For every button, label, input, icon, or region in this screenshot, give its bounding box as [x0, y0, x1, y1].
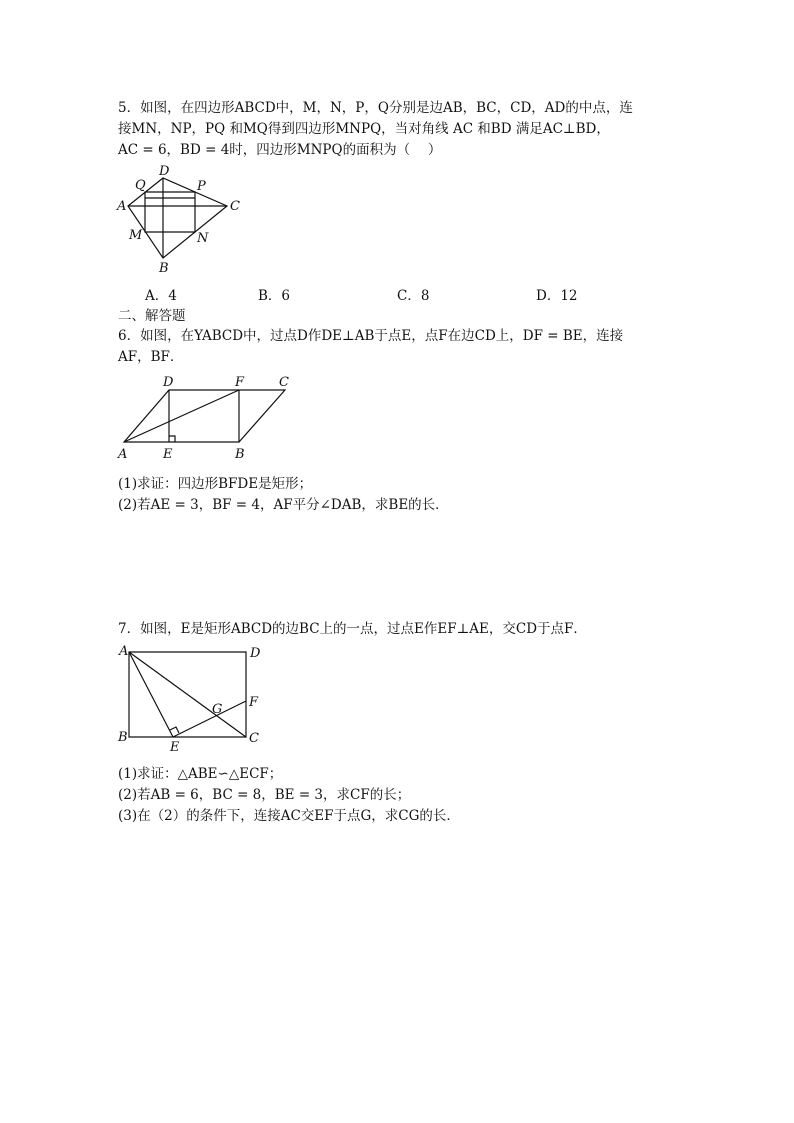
- q7-subquestion-2: (2)若AB = 6，BC = 8，BE = 3，求CF的长；: [118, 787, 411, 803]
- q6-label-b: B: [235, 447, 245, 462]
- q5-label-m: M: [129, 228, 143, 243]
- q5-stem-line-3: AC = 6，BD = 4时，四边形MNPQ的面积为（ ）: [118, 142, 442, 158]
- q5-label-q: Q: [135, 178, 146, 193]
- q7-subquestion-3: (3)在（2）的条件下，连接AC交EF于点G，求CG的长．: [118, 808, 460, 824]
- q5-label-p: P: [197, 179, 206, 194]
- q5-label-d: D: [159, 164, 170, 179]
- q5-option-a[interactable]: A．4: [145, 288, 177, 304]
- q7-subquestion-1: (1)求证：△ABE∽△ECF；: [118, 766, 283, 782]
- q6-stem-line-2: AF，BF．: [118, 349, 184, 365]
- q5-stem-line-2: 接MN，NP，PQ 和MQ得到四边形MNPQ，当对角线 AC 和BD 满足AC⊥BD，: [118, 121, 610, 137]
- q7-segment-ae: [129, 652, 173, 737]
- q5-label-n: N: [197, 231, 209, 246]
- q7-label-b: B: [118, 730, 128, 745]
- q6-segment-af: [124, 390, 239, 442]
- q6-subquestion-2: (2)若AE = 3，BF = 4，AF平分∠DAB，求BE的长．: [118, 497, 449, 513]
- q6-label-f: F: [235, 375, 245, 390]
- q7-segment-ac: [129, 652, 246, 737]
- q5-stem-line-1: 5．如图，在四边形ABCD中，M，N，P，Q分别是边AB，BC，CD，AD的中点，连: [118, 100, 633, 116]
- q7-label-f: F: [249, 695, 259, 710]
- q7-label-e: E: [170, 740, 180, 755]
- q6-subquestion-1: (1)求证：四边形BFDE是矩形；: [118, 476, 313, 492]
- q7-stem-line-1: 7．如图，E是矩形ABCD的边BC上的一点，过点E作EF⊥AE，交CD于点F．: [118, 621, 587, 637]
- q7-label-d: D: [250, 646, 261, 661]
- q5-option-d[interactable]: D．12: [536, 288, 578, 304]
- q7-right-angle-mark: [170, 727, 179, 733]
- q7-label-c: C: [249, 731, 259, 746]
- q5-option-b[interactable]: B．6: [258, 288, 291, 304]
- q6-label-d: D: [163, 375, 174, 390]
- q6-stem-line-1: 6．如图，在YABCD中，过点D作DE⊥AB于点E，点F在边CD上，DF = BE，连接: [118, 328, 624, 344]
- q5-label-a: A: [117, 199, 127, 214]
- q7-label-g: G: [212, 702, 223, 717]
- q5-option-c[interactable]: C．8: [397, 288, 430, 304]
- q6-figure: [115, 370, 300, 462]
- q5-label-b: B: [159, 261, 169, 276]
- q6-label-a: A: [118, 447, 128, 462]
- q6-label-c: C: [279, 375, 289, 390]
- q7-figure: [115, 643, 270, 755]
- q5-label-c: C: [230, 199, 240, 214]
- q7-segment-ef: [173, 701, 246, 737]
- q6-label-e: E: [163, 447, 173, 462]
- q6-right-angle-mark: [169, 436, 175, 442]
- q6-parallelogram-abcd: [124, 390, 285, 442]
- q7-label-a: A: [119, 644, 129, 659]
- section-title: 二、解答题: [118, 308, 186, 324]
- q5-figure: [115, 162, 255, 280]
